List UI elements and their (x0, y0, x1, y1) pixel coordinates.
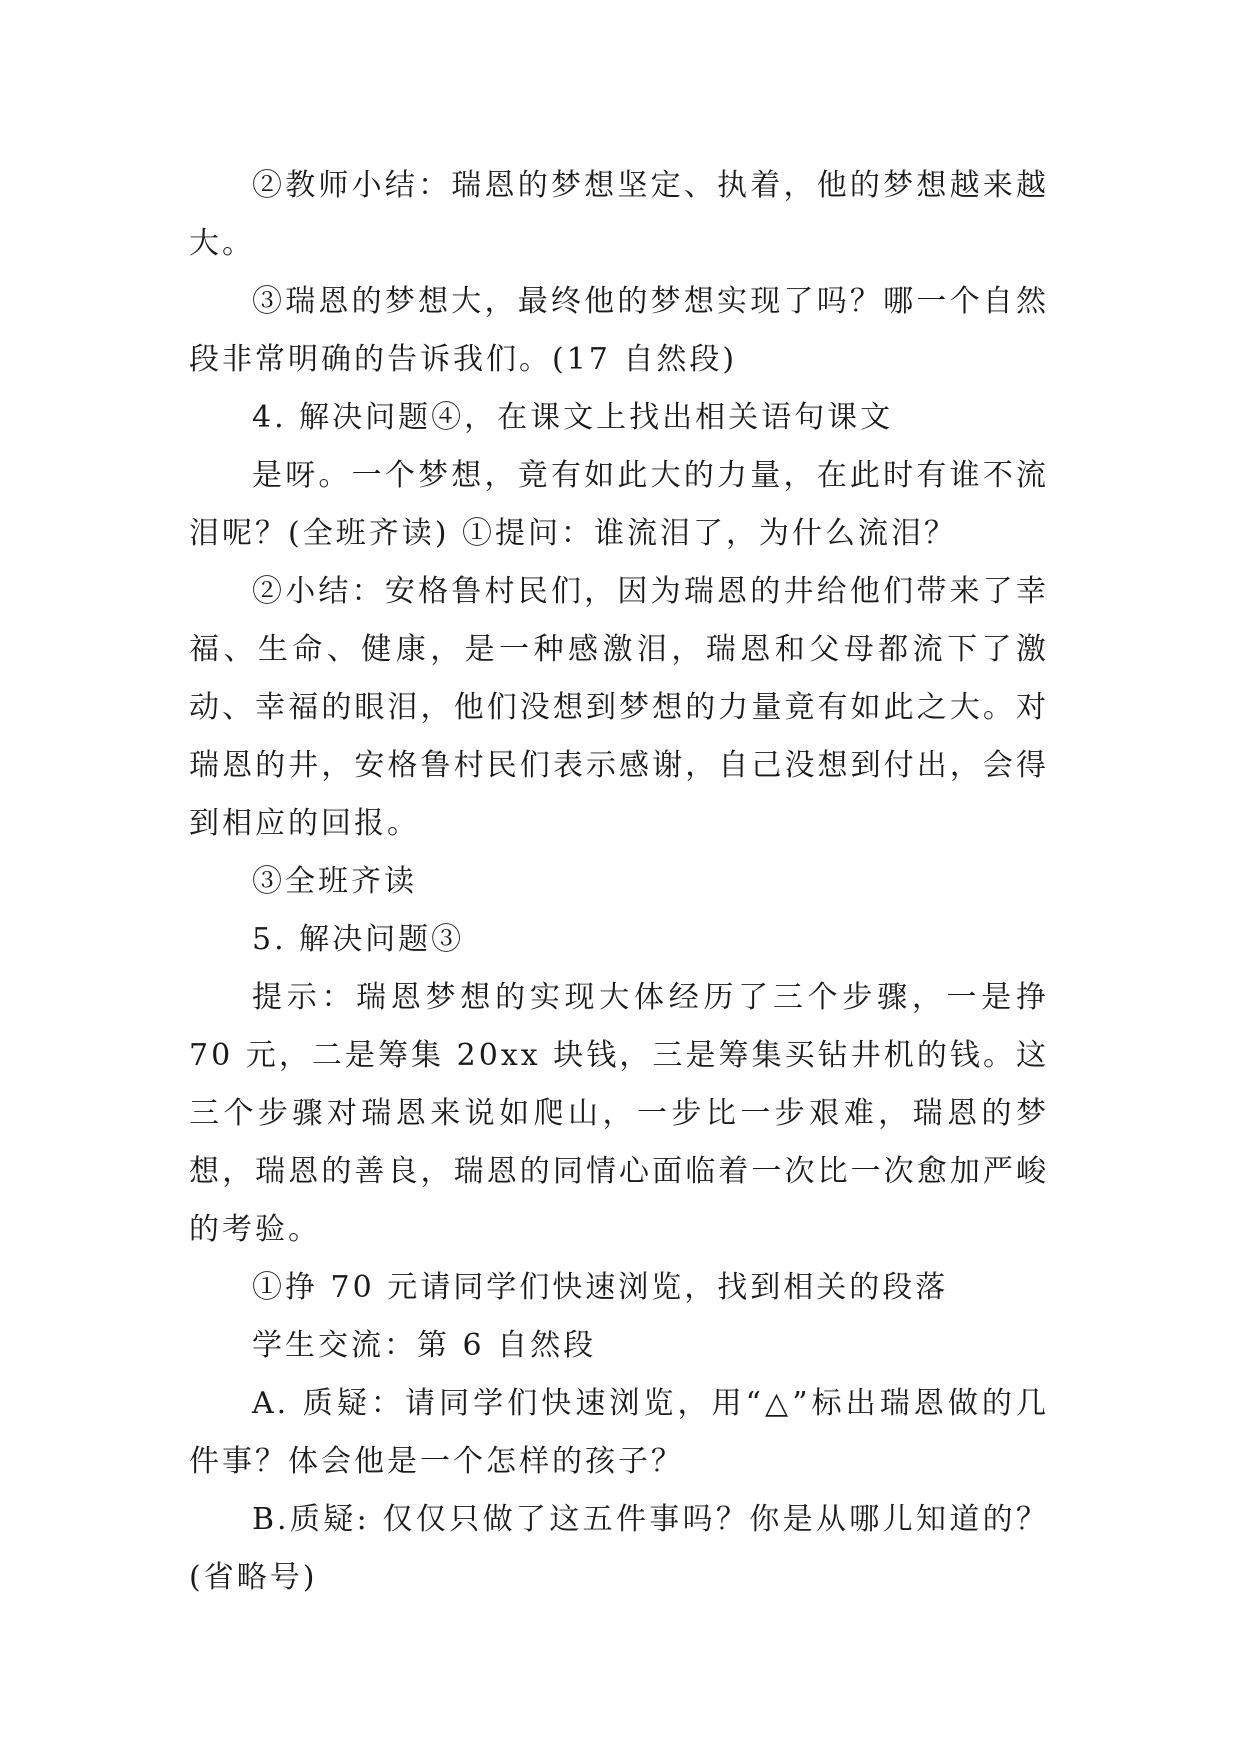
paragraph: ①挣 70 元请同学们快速浏览，找到相关的段落 (252, 1270, 949, 1305)
paragraph: ②小结：安格鲁村民们，因为瑞恩的井给他们带来了幸福、生命、健康，是一种感激泪，瑞恩和父母都流下了激动、幸福的眼泪，他们没想到梦想的力量竟有如此之大。对瑞恩的井，安格鲁村民们表示感谢，自己没想到付出，会得到相应的回报。 (189, 574, 1049, 841)
paragraph: ③瑞恩的梦想大，最终他的梦想实现了吗？哪一个自然段非常明确的告诉我们。(17 自然段) (189, 284, 1049, 377)
paragraph: ③全班齐读 (252, 864, 417, 899)
paragraph: 4. 解决问题④，在课文上找出相关语句课文 (252, 400, 894, 435)
paragraph: 学生交流：第 6 自然段 (252, 1328, 597, 1363)
paragraph: 是呀。一个梦想，竟有如此大的力量，在此时有谁不流泪呢？(全班齐读) ①提问：谁流泪了，为什么流泪？ (189, 458, 1049, 551)
paragraph: B.质疑: 仅仅只做了这五件事吗？你是从哪儿知道的？(省略号) (189, 1502, 1049, 1595)
paragraph: A. 质疑：请同学们快速浏览，用“△”标出瑞恩做的几件事？体会他是一个怎样的孩子？ (189, 1386, 1049, 1479)
paragraph: ②教师小结：瑞恩的梦想坚定、执着，他的梦想越来越大。 (189, 168, 1049, 261)
paragraph: 5. 解决问题③ (252, 922, 465, 957)
paragraph: 提示：瑞恩梦想的实现大体经历了三个步骤，一是挣 70 元，二是筹集 20xx 块钱，三是筹集买钻井机的钱。这三个步骤对瑞恩来说如爬山，一步比一步艰难，瑞恩的梦想，瑞恩的善良，瑞恩的同情心面临着一次比一次愈加严峻的考验。 (189, 980, 1049, 1247)
document-body (189, 157, 1049, 1607)
